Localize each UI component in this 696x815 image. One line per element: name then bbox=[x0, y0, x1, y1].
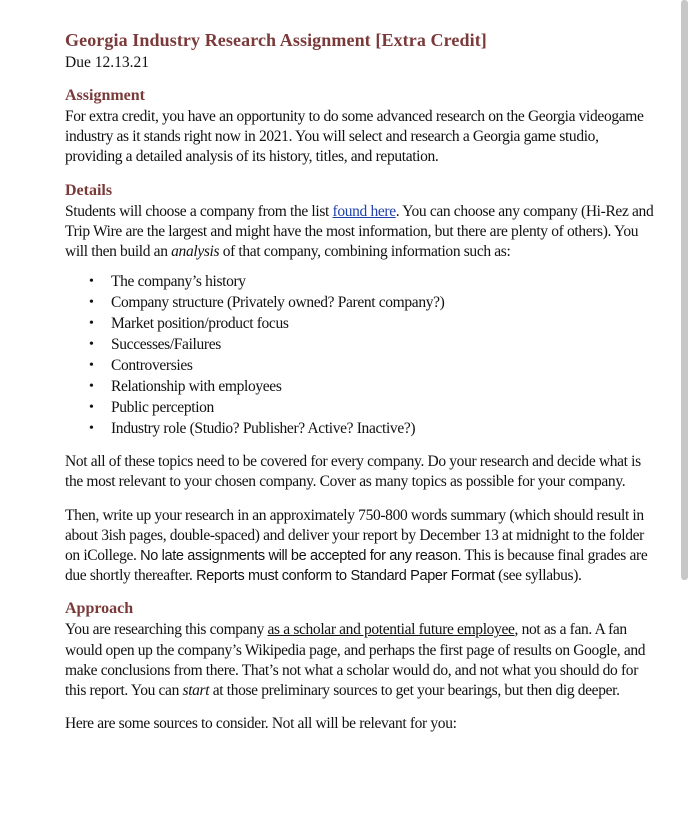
list-item: • Company structure (Privately owned? Parent company?) bbox=[111, 292, 655, 313]
found-here-link[interactable]: found here bbox=[332, 202, 396, 220]
approach-paragraph-1: You are researching this company as a scholar and potential future employee, not as a fan. A fan would open up the company’s Wikipedia page, and perhaps the first page of results on Google, and make conclusions from there. That’s not what a scholar would do, and not what you should do for this report. You can start at those preliminary sources to get your bearings, but then dig deeper. bbox=[65, 621, 646, 700]
details-paragraph-1: Students will choose a company from the list found here. You can choose any company (Hi-Rez and Trip Wire are the largest and might have the most information, but there are plenty of others). You will then build an analysis of that company, combining information such as: bbox=[65, 202, 654, 261]
list-item: • Public perception bbox=[111, 397, 655, 418]
list-item: • Market position/product focus bbox=[111, 313, 655, 334]
details-paragraph-3: Then, write up your research in an approximately 750-800 words summary (which should result in about 3ish pages, double-spaced) and deliver your report by December 13 at midnight to the folder on iCollege. No late assignments will be accepted for any reason. This is because final grades are due shortly thereafter. Reports must conform to Standard Paper Format (see syllabus). bbox=[65, 506, 648, 585]
list-item: • Controversies bbox=[111, 355, 655, 376]
topics-list bbox=[65, 271, 655, 439]
document-page bbox=[65, 29, 655, 734]
list-item: • The company’s history bbox=[111, 271, 655, 292]
list-item: • Relationship with employees bbox=[111, 376, 655, 397]
list-item: • Successes/Failures bbox=[111, 334, 655, 355]
approach-heading: Approach bbox=[65, 600, 134, 618]
details-heading: Details bbox=[65, 181, 113, 199]
document-title: Georgia Industry Research Assignment [Extra Credit] bbox=[65, 30, 487, 50]
list-item: • Industry role (Studio? Publisher? Active? Inactive?) bbox=[111, 418, 655, 439]
approach-paragraph-2: Here are some sources to consider. Not all will be relevant for you: bbox=[65, 715, 457, 733]
vertical-scrollbar[interactable] bbox=[681, 0, 688, 580]
assignment-paragraph: For extra credit, you have an opportunity to do some advanced research on the Georgia videogame industry as it stands right now in 2021. You will select and research a Georgia game studio, providing a detailed analysis of its history, titles, and reputation. bbox=[65, 108, 644, 166]
due-date: Due 12.13.21 bbox=[65, 54, 149, 71]
assignment-heading: Assignment bbox=[65, 87, 146, 104]
details-paragraph-2: Not all of these topics need to be covered for every company. Do your research and decide what is the most relevant to your chosen company. Cover as many topics as possible for your company. bbox=[65, 453, 641, 491]
